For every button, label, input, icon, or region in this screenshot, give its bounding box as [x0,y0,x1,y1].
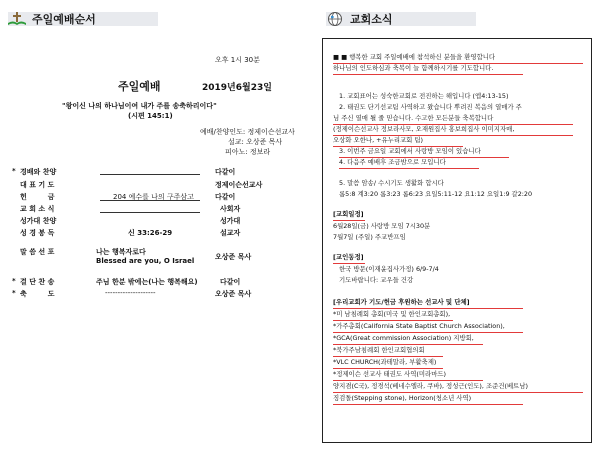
red-underline [333,380,483,381]
red-underline [333,124,573,125]
order-label: 헌 금 [20,193,55,201]
order-label: 대 표 기 도 [20,181,55,189]
service-time: 오후 1시 30분 [215,56,260,64]
sermon-title-ko: 나는 행복자로다 [96,248,146,256]
schedule-line: 7월7일 (주일) 주교반프임 [333,233,406,241]
red-underline [333,146,463,147]
red-underline [333,320,453,321]
scripture-reference: (시편 145:1) [128,112,173,120]
role-preacher [228,137,282,147]
worship-order-header [6,10,96,28]
order-bullet: * [12,289,16,297]
role-leader [200,127,295,137]
order-content: 204 예수를 나의 구주삼고 [113,193,194,201]
mission-line: 징검돌(Stepping stone), Horizon(청소년 사역) [333,394,472,402]
order-bullet: * [12,167,16,175]
order-underline [100,174,200,175]
order-content: 주님 한분 밖에는(나는 행복해요) [96,278,198,286]
missions-title: [우리교회가 기도/헌금 후원하는 선교사 및 단체] [333,298,470,306]
order-person: 오상준 목사 [215,290,252,298]
order-label: 성 경 봉 독 [20,229,55,237]
sermon-title-en: Blessed are you, O Israel [96,257,195,265]
mission-line: *가주총회(California State Baptist Church Association), [333,322,505,330]
church-news-header [324,10,393,28]
sermon-preacher: 오상준 목사 [215,253,252,261]
order-bullet: * [12,277,16,285]
role-name: 오상준 목사 [246,138,283,146]
mission-line: *미 남침례회 총회(미국 및 한인교회총회), [333,310,451,318]
red-underline [333,344,483,345]
schedule-title: [교회일정] [333,210,364,218]
notice-line: 3. 이번주 금요일 교회에서 사랑방 모임이 있습니다 [339,147,481,155]
role-pianist [225,147,270,157]
service-title: 주일예배 [118,80,161,93]
red-underline [333,63,583,64]
notice-line: 4. 다음주 예배후 조금밤으로 모입니다 [339,158,446,166]
notice-line: 님 주신 열매 될 줄 믿습니다. 수고한 모든분들 축복합니다 [333,114,494,122]
red-underline [339,168,479,169]
notice-line: 오상화 오한나, +유누리교회 팀) [333,136,424,144]
red-underline [333,368,443,369]
mission-line: 양지겸(C국), 정경석(베네수엘라, 쿠바), 정성근(인도), 조준건(베트남) [333,382,528,390]
order-underline [100,200,200,201]
role-label: 피아노: [225,148,248,156]
order-label: 교 회 소 식 [20,205,55,213]
notice-line: (정제이슨선교사 정보라사모, 오재원집사 홍보희집사 이미지자매, [333,125,515,133]
mission-line: *북가주남침례회 한인교회협의회 [333,346,425,354]
order-label: 축 도 [20,290,55,298]
member-news-title: [교인동정] [333,253,364,261]
red-underline [339,157,509,158]
order-label: 성가대 찬양 [20,217,57,225]
order-person: 사회자 [220,205,241,213]
member-news-line: 한국 방문(이재윤집사가정) 6/9-7/4 [339,265,439,273]
church-news-panel [322,38,592,443]
order-content: -------------------- [105,289,156,297]
red-underline [333,263,365,264]
worship-order-title: 주일예배순서 [32,13,96,26]
red-underline [333,404,523,405]
red-underline [333,392,583,393]
red-underline [333,332,523,333]
red-underline [333,74,523,75]
sermon-label: 말 씀 선 포 [20,248,55,256]
red-underline [333,220,365,221]
notice-line: 5. 말씀 암송/ 수시기도 생활화 합시다 [339,179,444,187]
church-news-title: 교회소식 [350,13,393,26]
welcome-line: 하나님의 인도하심과 축복이 늘 함께하시기를 기도합니다. [333,64,494,72]
order-content: 신 33:26-29 [128,229,173,237]
order-person: 설교자 [220,229,241,237]
mission-line: *VLC CHURCH(과테말라, 부활축제) [333,358,437,366]
order-label: 경배와 찬양 [20,168,57,176]
notice-line: 롬5:8 계3:20 롬3:23 롬6:23 요일5:11-12 요1:12 요일1:9 갈2:20 [339,190,533,198]
red-underline [333,356,443,357]
role-label: 예배/찬양인도: [200,128,246,136]
role-name: 정제이슨선교사 [247,128,295,136]
worship-order-panel [10,38,300,443]
welcome-line: ■ ■ 행복한 교회 주일예배에 참석하신 분들을 환영합니다 [333,53,496,61]
globe-icon [324,11,346,27]
schedule-line: 6월28일(금) 사랑방 모임 7시30분 [333,222,431,230]
order-person: 다같이 [215,168,236,176]
order-label: 결 단 찬 송 [20,278,55,286]
notice-line: 2. 태권도 단기선교팀 사역하고 왔습니다 뿌려진 복음의 열매가 주 [339,103,522,111]
mission-line: *정제이슨 선교사 태권도 사역(미라마드) [333,370,447,378]
order-person: 다같이 [215,193,236,201]
role-label: 설교: [228,138,244,146]
order-person: 정제이슨선교사 [215,181,263,189]
role-name: 정보라 [249,148,271,156]
member-news-line: 기도바랍니다: 교우들 건강 [339,276,414,284]
order-person: 다같이 [220,278,241,286]
order-person: 성가대 [220,217,241,225]
red-underline [333,135,573,136]
order-underline [100,212,200,213]
service-date: 2019년6월23일 [202,83,272,93]
mission-line: *GCA(Great commission Association) 지방회, [333,334,474,342]
scripture-quote: "왕이신 나의 하나님이여 내가 주를 송축하리이다" [62,102,217,110]
bible-cross-icon [6,11,28,27]
red-underline [333,308,523,309]
notice-line: 1. 교회표어는 성숙한교회로 전진하는 해입니다 (엡4:13-15) [339,92,509,100]
